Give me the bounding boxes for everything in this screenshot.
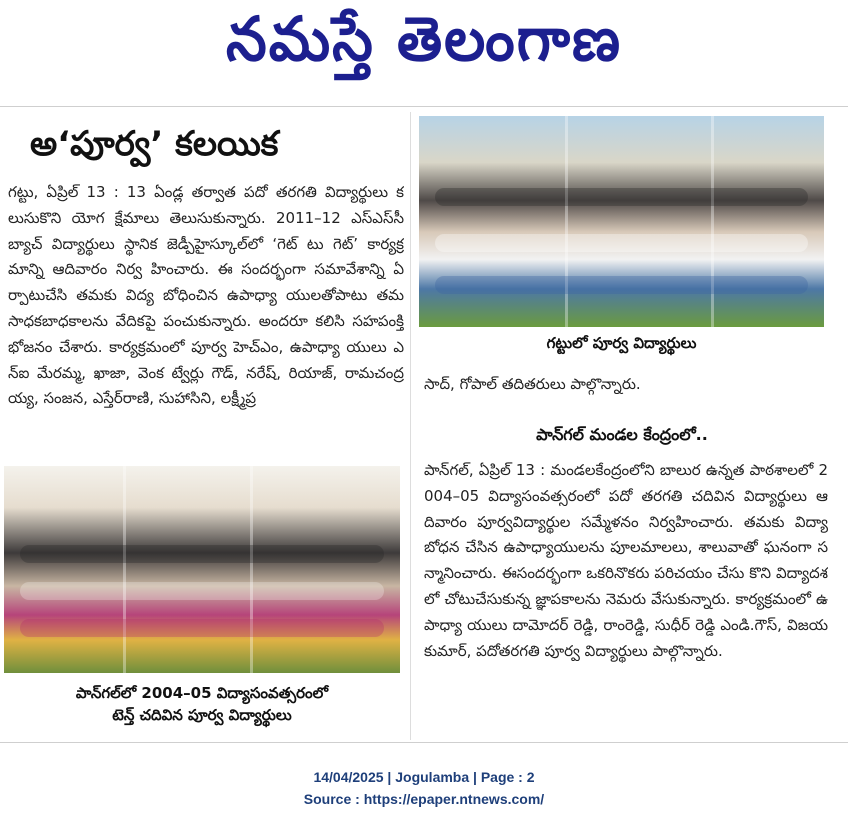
left-article-body [8, 180, 404, 462]
edition-info: 14/04/2025 | Jogulamba | Page : 2 [313, 769, 535, 785]
caption-line-1: పాన్‌గల్‌లో 2004–05 విద్యాసంవత్సరంలో [75, 684, 329, 702]
masthead [0, 0, 848, 100]
continued-text [424, 372, 824, 398]
continuation-line: సాద్, గోపాల్ తదితరులు పాల్గొన్నారు. [424, 375, 641, 393]
pangal-group-photo [4, 466, 400, 673]
footer-divider [0, 742, 848, 743]
right-article-body [424, 458, 828, 736]
article-subheading: పాన్‌గల్ మండల కేంద్రంలో.. [536, 425, 708, 444]
caption-line-2: టెన్త్ చదివిన పూర్వ విద్యార్థులు [112, 706, 292, 724]
pangal-photo-caption [4, 682, 400, 726]
column-divider [410, 112, 411, 740]
gattu-group-photo [419, 116, 824, 327]
article-headline: అ‘పూర్వ’ కలయిక [30, 124, 279, 164]
page-footer [0, 766, 848, 810]
gattu-photo-caption: గట్టులో పూర్వ విద్యార్థులు [546, 334, 697, 352]
masthead-divider [0, 106, 848, 107]
left-article-text: గట్టు, ఏప్రిల్ 13 : 13 ఏండ్ల తర్వాత పదో తరగతి విద్యార్థులు కలుసుకొని యోగ క్షేమాలు తెలుసుకున్నారు. 2011–12 ఎస్ఎస్‌సీ బ్యాచ్ విద్యార్థులు స్థానిక జెడ్పీహైస్కూల్‌లో ‘గెట్ టు గెట్’ కార్యక్రమాన్ని ఆదివారం నిర్వ హించారు. ఈ సందర్భంగా సమావేశాన్ని ఏర్పాటుచేసి తమకు విద్య బోధించిన ఉపాధ్యా యులతోపాటు తమ సాధకబాధకాలను వేదికపై పంచుకున్నారు. అందరూ కలిసి సహపంక్తి భోజనం చేశారు. కార్యక్రమంలో పూర్వ హెచ్ఎం, ఉపాధ్యా యులు ఎన్ఐ మేరమ్మ, ఖాజా, వెంక ట్వేర్లు గౌడ్, నరేష్, రియాజ్, రామచంద్రయ్య, సంజన, ఎస్తేర్‌రాణి, సుహాసిని, లక్ష్మీప్ర [8, 183, 404, 408]
newspaper-logo: నమస్తే తెలంగాణ [226, 3, 622, 75]
source-link[interactable]: Source : https://epaper.ntnews.com/ [303, 791, 545, 807]
right-article-text: పాన్‌గల్, ఏప్రిల్ 13 : మండలకేంద్రంలోని బాలుర ఉన్నత పాఠశాలలో 2004–05 విద్యాసంవత్సరంలో పదో తరగతి చదివిన విద్యార్థులు ఆదివారం పూర్వవిద్యార్థుల సమ్మేళనం నిర్వహించారు. తమకు విద్యా బోధన చేసిన ఉపాధ్యాయులను పూలమాలలు, శాలువాతో ఘనంగా సన్మానించారు. ఈసందర్భంగా ఒకరినొకరు పరిచయం చేసు కొని విద్యాదశలో చోటుచేసుకున్న జ్ఞాపకాలను నెమరు వేసుకున్నారు. కార్యక్రమంలో ఉపాధ్యా యులు దామోదర్ రెడ్డి, రాంరెడ్డి, సుధీర్ రెడ్డి ఎండి.గౌస్, విజయకుమార్, పదోతరగతి పూర్వ విద్యార్థులు పాల్గొన్నారు. [424, 461, 828, 660]
